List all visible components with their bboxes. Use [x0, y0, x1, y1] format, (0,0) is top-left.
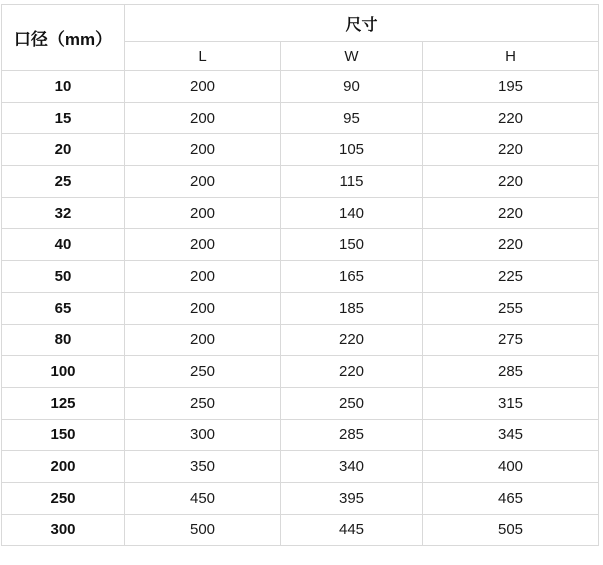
table-row — [2, 419, 599, 451]
table-row — [2, 387, 599, 419]
h-cell: 315 — [423, 387, 599, 419]
w-cell: 285 — [281, 419, 423, 451]
table-row — [2, 292, 599, 324]
l-cell: 200 — [125, 324, 281, 356]
group-header-row — [2, 5, 599, 42]
table-row — [2, 482, 599, 514]
table-row — [2, 102, 599, 134]
diameter-cell: 200 — [2, 451, 125, 483]
l-cell: 500 — [125, 514, 281, 546]
diameter-cell: 125 — [2, 387, 125, 419]
h-cell: 255 — [423, 292, 599, 324]
l-cell: 250 — [125, 387, 281, 419]
h-cell: 195 — [423, 71, 599, 103]
l-cell: 200 — [125, 134, 281, 166]
diameter-cell: 250 — [2, 482, 125, 514]
w-cell: 165 — [281, 261, 423, 293]
w-cell: 220 — [281, 324, 423, 356]
w-cell: 250 — [281, 387, 423, 419]
w-cell: 90 — [281, 71, 423, 103]
table-row — [2, 197, 599, 229]
h-cell: 220 — [423, 197, 599, 229]
table-row — [2, 261, 599, 293]
dimensions-table — [1, 4, 599, 546]
table-row — [2, 356, 599, 388]
diameter-cell: 32 — [2, 197, 125, 229]
diameter-cell: 25 — [2, 166, 125, 198]
w-cell: 105 — [281, 134, 423, 166]
h-cell: 345 — [423, 419, 599, 451]
w-cell: 395 — [281, 482, 423, 514]
table-row — [2, 324, 599, 356]
size-group-header: 尺寸 — [125, 5, 599, 42]
l-cell: 200 — [125, 261, 281, 293]
h-cell: 220 — [423, 229, 599, 261]
w-cell: 95 — [281, 102, 423, 134]
l-cell: 300 — [125, 419, 281, 451]
l-cell: 200 — [125, 71, 281, 103]
diameter-cell: 10 — [2, 71, 125, 103]
h-cell: 505 — [423, 514, 599, 546]
w-cell: 220 — [281, 356, 423, 388]
diameter-cell: 150 — [2, 419, 125, 451]
l-cell: 200 — [125, 197, 281, 229]
table-row — [2, 166, 599, 198]
column-header-w: W — [281, 42, 423, 71]
diameter-cell: 15 — [2, 102, 125, 134]
diameter-cell: 20 — [2, 134, 125, 166]
diameter-cell: 50 — [2, 261, 125, 293]
table-header — [2, 5, 599, 71]
table-row — [2, 514, 599, 546]
h-cell: 225 — [423, 261, 599, 293]
table-row — [2, 451, 599, 483]
diameter-cell: 300 — [2, 514, 125, 546]
w-cell: 445 — [281, 514, 423, 546]
l-cell: 200 — [125, 102, 281, 134]
l-cell: 200 — [125, 166, 281, 198]
h-cell: 400 — [423, 451, 599, 483]
w-cell: 340 — [281, 451, 423, 483]
l-cell: 450 — [125, 482, 281, 514]
w-cell: 150 — [281, 229, 423, 261]
h-cell: 220 — [423, 134, 599, 166]
l-cell: 250 — [125, 356, 281, 388]
table-body — [2, 71, 599, 546]
h-cell: 465 — [423, 482, 599, 514]
column-header-l: L — [125, 42, 281, 71]
h-cell: 220 — [423, 102, 599, 134]
w-cell: 185 — [281, 292, 423, 324]
column-header-h: H — [423, 42, 599, 71]
table-row — [2, 229, 599, 261]
diameter-cell: 100 — [2, 356, 125, 388]
diameter-cell: 80 — [2, 324, 125, 356]
table-row — [2, 134, 599, 166]
w-cell: 140 — [281, 197, 423, 229]
l-cell: 350 — [125, 451, 281, 483]
l-cell: 200 — [125, 229, 281, 261]
diameter-cell: 65 — [2, 292, 125, 324]
l-cell: 200 — [125, 292, 281, 324]
h-cell: 220 — [423, 166, 599, 198]
h-cell: 275 — [423, 324, 599, 356]
w-cell: 115 — [281, 166, 423, 198]
table-row — [2, 71, 599, 103]
h-cell: 285 — [423, 356, 599, 388]
diameter-column-header: 口径（mm） — [2, 5, 125, 71]
diameter-cell: 40 — [2, 229, 125, 261]
